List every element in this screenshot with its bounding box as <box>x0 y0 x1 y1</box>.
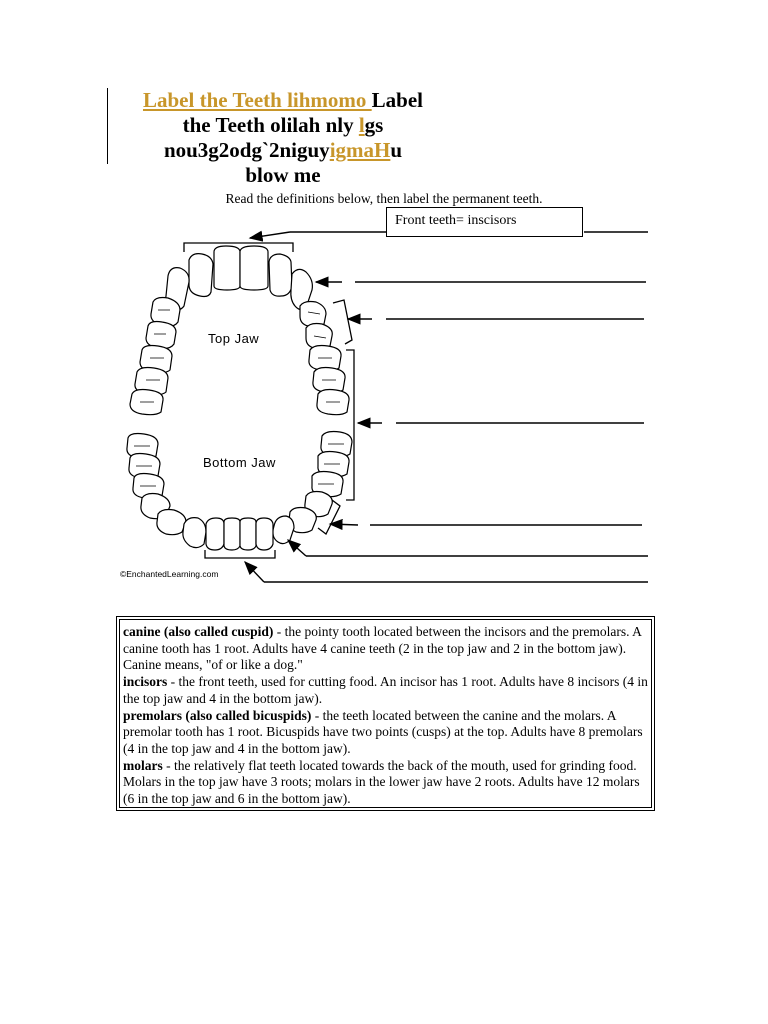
title-text-3: nou3g2odg`2niguy <box>163 138 330 162</box>
title-text-4: blow me <box>245 163 321 187</box>
copyright-text: ©EnchantedLearning.com <box>120 569 219 579</box>
desc-canine: - the pointy tooth located between the incisors and the premolars. A canine tooth has 1 root. Adults have 4 canine teeth (2 in the top jaw and 2 in the bottom jaw). Canine means, "of or like a dog." <box>123 624 642 673</box>
definition-premolars <box>123 708 649 758</box>
term-premolars: premolars (also called bicuspids) <box>123 707 312 723</box>
title-text-2: the Teeth olilah nly <box>182 113 359 137</box>
title-text-3b: u <box>390 138 403 162</box>
answer-box[interactable]: Front teeth= inscisors <box>386 207 583 237</box>
desc-incisors: - the front teeth, used for cutting food. An incisor has 1 root. Adults have 8 incisors (4 in the top jaw and 4 in the bottom jaw). <box>123 674 648 706</box>
desc-premolars: - the teeth located between the canine and the molars. A premolar tooth has 1 root. Bicuspids have two points (cusps) at the top. Adults have 8 premolars (4 in the top jaw and 4 in the bottom jaw). <box>123 707 643 756</box>
incisor-bracket-bottom <box>205 550 275 558</box>
definitions-cell <box>119 619 652 808</box>
top-jaw-label: Top Jaw <box>208 331 260 346</box>
term-incisors: incisors <box>123 674 168 690</box>
molar-bracket <box>346 350 354 500</box>
title-text-1: Label <box>371 88 424 112</box>
title-link[interactable]: Label the Teeth lihmomo <box>142 88 372 112</box>
definition-incisors <box>123 674 649 707</box>
term-canine: canine (also called cuspid) <box>123 624 274 639</box>
premolar-bracket-top <box>333 300 352 344</box>
term-molars: molars <box>123 757 163 773</box>
definition-molars <box>123 758 649 808</box>
bottom-jaw-label: Bottom Jaw <box>203 455 276 470</box>
title-link-3[interactable]: igmaH <box>329 138 391 162</box>
definitions-table <box>116 616 655 811</box>
desc-molars: - the relatively flat teeth located towards the back of the mouth, used for grinding food. Molars in the top jaw have 3 roots; molars in the lower jaw have 2 roots. Adults have 12 molars (6 in the top jaw and 6 in the bottom jaw). <box>123 757 640 807</box>
bottom-jaw-teeth <box>127 432 352 551</box>
instructions-text: Read the definitions below, then label the permanent teeth. <box>225 191 543 206</box>
definition-canine <box>123 624 649 674</box>
title-link-2[interactable]: l <box>358 113 365 137</box>
title-text-2b: gs <box>364 113 384 137</box>
